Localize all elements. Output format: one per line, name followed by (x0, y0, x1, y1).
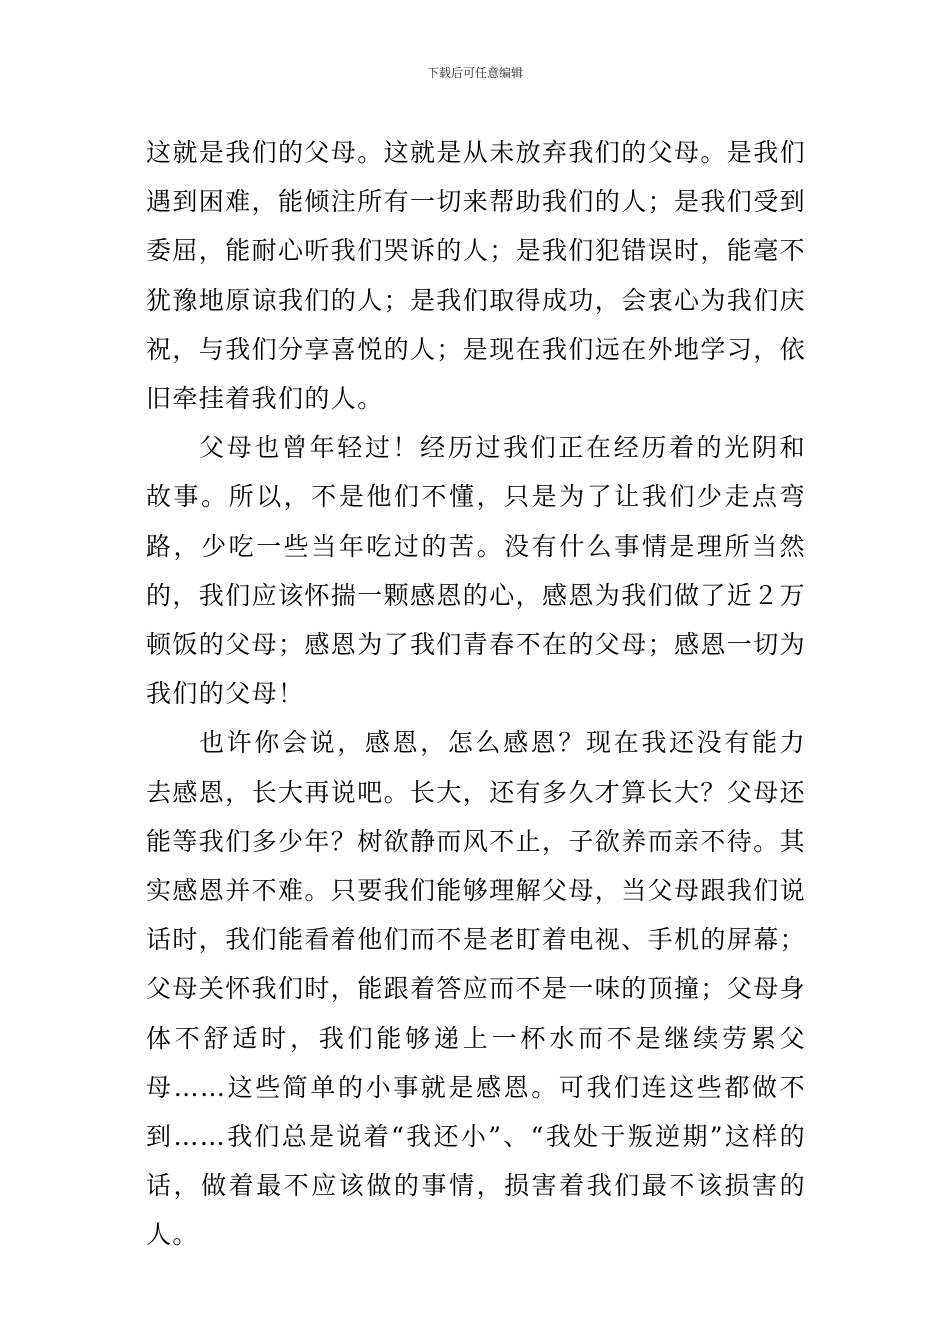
document-body (146, 128, 806, 1260)
paragraph-2: 父母也曾年轻过！经历过我们正在经历着的光阴和故事。所以，不是他们不懂，只是为了让我们少走点弯路，少吃一些当年吃过的苦。没有什么事情是理所当然的，我们应该怀揣一颗感恩的心，感恩为我们做了近２万顿饭的父母；感恩为了我们青春不在的父母；感恩一切为我们的父母！ (146, 433, 807, 709)
paragraph-1: 这就是我们的父母。这就是从未放弃我们的父母。是我们遇到困难，能倾注所有一切来帮助我们的人；是我们受到委屈，能耐心听我们哭诉的人；是我们犯错误时，能毫不犹豫地原谅我们的人；是我们取得成功，会衷心为我们庆祝，与我们分享喜悦的人；是现在我们远在外地学习，依旧牵挂着我们的人。 (146, 138, 807, 414)
page-header: 下载后可任意编辑 (426, 66, 523, 80)
paragraph-3: 也许你会说，感恩，怎么感恩？现在我还没有能力去感恩，长大再说吧。长大，还有多久才算长大？父母还能等我们多少年？树欲静而风不止，子欲养而亲不待。其实感恩并不难。只要我们能够理解父母，当父母跟我们说话时，我们能看着他们而不是老盯着电视、手机的屏幕；父母关怀我们时，能跟着答应而不是一味的顶撞；父母身体不舒适时，我们能够递上一杯水而不是继续劳累父母……这些简单的小事就是感恩。可我们连这些都做不到……我们总是说着“我还小”、“我处于叛逆期”这样的话，做着最不应该做的事情，损害着我们最不该损害的人。 (146, 728, 807, 1250)
